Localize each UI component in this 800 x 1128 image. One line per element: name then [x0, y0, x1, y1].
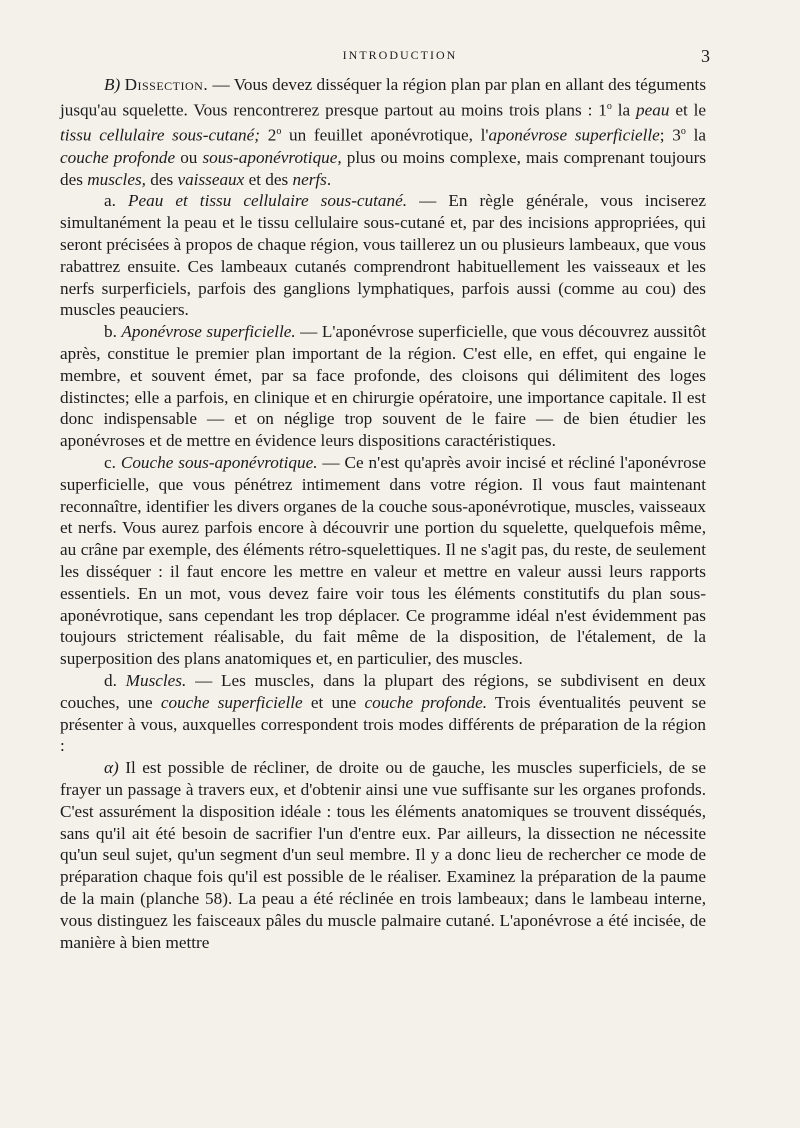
- text-run: et le: [669, 100, 707, 120]
- paragraph-body: — Ce n'est qu'après avoir incisé et récliné l'aponévrose superficielle, que vous pénétrez intimement dans votre région. Il vous faut maintenant reconnaître, identifier les divers organes de la couche sous-aponévrotique, muscles, vaisseaux et nerfs. Vous aurez parfois encore à découvrir une portion du squelette, quelquefois même, au crâne par exemple, des éléments rétro-squelettiques. Il ne s'agit pas, du reste, de seulement les disséquer : il faut encore les mettre en valeur et mettre en valeur aussi leurs rapports essentiels. En un mot, vous devez faire voir tous les éléments constitutifs du plan sous-aponévrotique, sans cependant les trop déplacer. Ce programme idéal n'est évidemment pas toujours strictement réalisable, du fait même de la disposition, de l'étalement, de la superposition des plans anatomiques et, en particulier, des muscles.: [60, 453, 707, 669]
- paragraph-label: d.: [104, 670, 117, 690]
- text-run: plus ou moins complexe, mais comprenant toujours des: [60, 147, 707, 189]
- body-text: [60, 74, 706, 953]
- text-run: 2: [260, 126, 277, 146]
- term-sous-aponevrotique: sous-aponévrotique,: [202, 147, 342, 167]
- paragraph-heading: Muscles.: [125, 670, 187, 690]
- text-run: et une: [302, 692, 365, 712]
- text-run: et des: [244, 169, 293, 189]
- term-couche-profonde: couche profonde.: [364, 692, 488, 712]
- text-run: — Les muscles, dans la plupart des régions, se subdivisent en deux couches, une: [60, 670, 706, 712]
- paragraph-c: [60, 452, 706, 670]
- term-nerfs: nerfs: [292, 169, 327, 189]
- ordinal: o: [680, 126, 686, 138]
- text-run: Trois éventualités peuvent se présenter à vous, auxquelles correspondent trois modes différents de préparation de la région :: [60, 692, 706, 756]
- term-aponevrose: aponévrose superficielle: [488, 126, 660, 146]
- ordinal: o: [606, 100, 612, 112]
- text-run: un feuillet aponévrotique, l': [281, 126, 489, 146]
- running-title: INTRODUCTION: [342, 48, 458, 62]
- section-b-heading: Dissection.: [124, 75, 209, 94]
- paragraph-label: α): [104, 758, 119, 778]
- section-b-paragraph: [60, 74, 706, 190]
- paragraph-d: [60, 670, 706, 757]
- text-run: la: [685, 126, 706, 146]
- paragraph-label: c.: [104, 453, 116, 473]
- term-couche-superficielle: couche superficielle: [160, 692, 303, 712]
- section-b-label: B): [104, 75, 121, 94]
- text-run: ; 3: [659, 126, 681, 146]
- paragraph-alpha: [60, 757, 706, 953]
- paragraph-body: — En règle générale, vous inciserez simultanément la peau et le tissu cellulaire sous-cutané et, par des incisions appropriées, qui seront précisées à propos de chaque région, vous taillerez un ou plusieurs lambeaux, que vous rabattrez ensuite. Ces lambeaux cutanés comprendront habituellement les vaisseaux et les nerfs surperficiels, parfois des ganglions lymphatiques, parfois aussi (comme au cou) des muscles peauciers.: [60, 191, 706, 320]
- paragraph-heading: Aponévrose superficielle.: [121, 322, 296, 342]
- term-vaisseaux: vaisseaux: [177, 169, 245, 189]
- text-run: .: [326, 169, 332, 189]
- paragraph-heading: Peau et tissu cellulaire sous-cutané.: [127, 191, 408, 211]
- page-number: 3: [701, 46, 710, 66]
- paragraph-label: a.: [104, 191, 116, 211]
- term-muscles: muscles,: [87, 169, 146, 189]
- paragraph-label: b.: [104, 322, 117, 342]
- paragraph-body: Il est possible de récliner, de droite ou de gauche, les muscles superficiels, de se frayer un passage à travers eux, et d'obtenir ainsi une vue suffisante sur les organes profonds. C'est assurément la disposition idéale : tous les éléments anatomiques se trouvent disséqués, sans qu'il ait été besoin de sacrifier l'un d'entre eux. Par ailleurs, la dissection ne nécessite qu'un seul sujet, qu'un segment d'un seul membre. Il y a donc lieu de rechercher ce mode de préparation chaque fois qu'il est possible de le réaliser. Examinez la préparation de la paume de la main (planche 58). La peau a été réclinée en trois lambeaux; dans le lambeau interne, vous distinguez les faisceaux pâles du muscle palmaire cutané. L'aponévrose a été incisée, de manière à bien mettre: [60, 758, 706, 952]
- text-run: des: [145, 169, 178, 189]
- text-run: la: [611, 100, 637, 120]
- paragraph-b: [60, 321, 706, 452]
- term-tissu: tissu cellulaire sous-cutané;: [60, 126, 260, 146]
- paragraph-heading: Couche sous-aponévrotique.: [120, 453, 318, 473]
- ordinal: o: [276, 126, 282, 138]
- text-run: — Vous devez disséquer la région plan par plan en allant des téguments jusqu'au squelette. Vous rencontrerez presque partout au moins trois plans : 1: [60, 75, 707, 120]
- paragraph-body: — L'aponévrose superficielle, que vous découvrez aussitôt après, constitue le premier plan important de la région. C'est elle, en effet, qui engaine le membre, et souvent émet, par sa face profonde, des cloisons qui délimitent des loges distinctes; elle a parfois, en clinique et en chirurgie opératoire, une importance capitale. Il est donc indispensable — et on néglige trop souvent de le faire — de bien étudier les aponévroses et de mettre en évidence leurs dispositions caractéristiques.: [60, 322, 706, 451]
- text-run: ou: [175, 147, 203, 167]
- term-couche-profonde: couche profonde: [60, 147, 176, 167]
- paragraph-a: [60, 190, 706, 321]
- running-head: [60, 46, 740, 70]
- term-peau: peau: [636, 100, 670, 120]
